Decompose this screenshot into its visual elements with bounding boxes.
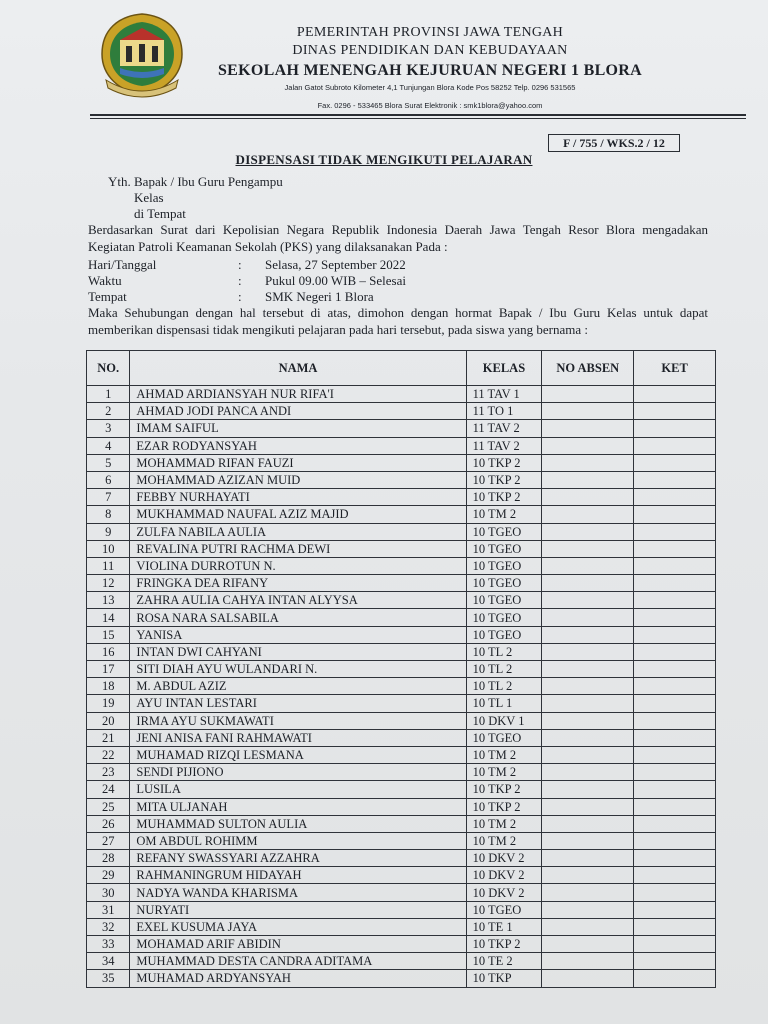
table-row	[87, 506, 716, 523]
cell-absen	[542, 832, 634, 849]
table-row	[87, 901, 716, 918]
cell-no: 21	[87, 729, 130, 746]
cell-no: 33	[87, 936, 130, 953]
table-row	[87, 832, 716, 849]
cell-ket	[634, 781, 716, 798]
cell-absen	[542, 643, 634, 660]
cell-kelas: 10 TE 2	[466, 953, 542, 970]
cell-absen	[542, 746, 634, 763]
cell-nama: AHMAD ARDIANSYAH NUR RIFA'I	[130, 386, 466, 403]
cell-no: 16	[87, 643, 130, 660]
cell-no: 26	[87, 815, 130, 832]
table-row	[87, 609, 716, 626]
cell-ket	[634, 884, 716, 901]
cell-no: 25	[87, 798, 130, 815]
cell-ket	[634, 867, 716, 884]
cell-ket	[634, 557, 716, 574]
cell-nama: EZAR RODYANSYAH	[130, 437, 466, 454]
table-row	[87, 403, 716, 420]
cell-ket	[634, 454, 716, 471]
cell-ket	[634, 506, 716, 523]
cell-kelas: 10 TM 2	[466, 746, 542, 763]
cell-kelas: 10 TL 1	[466, 695, 542, 712]
table-row	[87, 626, 716, 643]
detail-value: Pukul 09.00 WIB – Selesai	[265, 273, 406, 288]
cell-absen	[542, 884, 634, 901]
cell-kelas: 10 TL 2	[466, 678, 542, 695]
cell-kelas: 10 TKP	[466, 970, 542, 987]
table-row	[87, 386, 716, 403]
detail-separator: :	[238, 257, 242, 272]
column-header-absen: NO ABSEN	[542, 351, 634, 386]
cell-no: 29	[87, 867, 130, 884]
letterhead-contact: Fax. 0296 - 533465 Blora Surat Elektronik : smk1blora@yahoo.com	[317, 101, 543, 110]
cell-kelas: 11 TO 1	[466, 403, 542, 420]
cell-nama: MUHAMMAD SULTON AULIA	[130, 815, 466, 832]
cell-ket	[634, 643, 716, 660]
cell-nama: SITI DIAH AYU WULANDARI N.	[130, 661, 466, 678]
cell-kelas: 10 TKP 2	[466, 489, 542, 506]
cell-kelas: 11 TAV 2	[466, 420, 542, 437]
column-header-no: NO.	[87, 351, 130, 386]
cell-absen	[542, 970, 634, 987]
cell-no: 32	[87, 918, 130, 935]
table-row	[87, 764, 716, 781]
cell-nama: MOHAMAD ARIF ABIDIN	[130, 936, 466, 953]
cell-no: 3	[87, 420, 130, 437]
column-header-kelas: KELAS	[466, 351, 542, 386]
table-row	[87, 867, 716, 884]
letterhead-rule-thin	[90, 118, 746, 119]
cell-absen	[542, 626, 634, 643]
cell-nama: MOHAMMAD RIFAN FAUZI	[130, 454, 466, 471]
table-row	[87, 471, 716, 488]
detail-label: Tempat	[88, 289, 127, 304]
cell-no: 22	[87, 746, 130, 763]
table-row	[87, 592, 716, 609]
table-row	[87, 729, 716, 746]
cell-absen	[542, 454, 634, 471]
cell-absen	[542, 557, 634, 574]
cell-ket	[634, 386, 716, 403]
table-header-row	[87, 351, 716, 386]
coat-of-arms-logo	[96, 10, 188, 98]
table-row	[87, 643, 716, 660]
cell-absen	[542, 420, 634, 437]
cell-ket	[634, 815, 716, 832]
cell-ket	[634, 712, 716, 729]
intro-paragraph: Berdasarkan Surat dari Kepolisian Negara Republik Indonesia Daerah Jawa Tengah Resor Blora mengadakan Kegiatan Patroli Keamanan Sekolah (PKS) yang dilaksanakan Pada :	[88, 222, 708, 254]
cell-no: 27	[87, 832, 130, 849]
cell-ket	[634, 437, 716, 454]
cell-kelas: 10 TGEO	[466, 901, 542, 918]
letterhead-school: SEKOLAH MENENGAH KEJURUAN NEGERI 1 BLORA	[217, 62, 643, 79]
table-row	[87, 746, 716, 763]
cell-nama: NADYA WANDA KHARISMA	[130, 884, 466, 901]
detail-value: Selasa, 27 September 2022	[265, 257, 406, 272]
table-row	[87, 540, 716, 557]
student-table	[86, 350, 716, 988]
cell-ket	[634, 798, 716, 815]
cell-nama: YANISA	[130, 626, 466, 643]
addressee-line-3: di Tempat	[134, 206, 186, 221]
table-row	[87, 678, 716, 695]
cell-kelas: 10 TGEO	[466, 557, 542, 574]
table-row	[87, 918, 716, 935]
detail-separator: :	[238, 273, 242, 288]
table-row	[87, 850, 716, 867]
cell-nama: MUKHAMMAD NAUFAL AZIZ MAJID	[130, 506, 466, 523]
table-row	[87, 557, 716, 574]
cell-ket	[634, 403, 716, 420]
cell-no: 13	[87, 592, 130, 609]
cell-kelas: 10 DKV 2	[466, 850, 542, 867]
cell-nama: REVALINA PUTRI RACHMA DEWI	[130, 540, 466, 557]
cell-absen	[542, 592, 634, 609]
cell-ket	[634, 746, 716, 763]
cell-nama: EXEL KUSUMA JAYA	[130, 918, 466, 935]
table-row	[87, 953, 716, 970]
cell-ket	[634, 970, 716, 987]
cell-kelas: 10 TKP 2	[466, 936, 542, 953]
addressee-line-2: Kelas	[134, 190, 164, 205]
cell-kelas: 10 TL 2	[466, 661, 542, 678]
cell-nama: MITA ULJANAH	[130, 798, 466, 815]
detail-label: Hari/Tanggal	[88, 257, 157, 272]
cell-kelas: 10 DKV 2	[466, 867, 542, 884]
cell-absen	[542, 506, 634, 523]
cell-no: 35	[87, 970, 130, 987]
cell-kelas: 11 TAV 1	[466, 386, 542, 403]
cell-absen	[542, 489, 634, 506]
cell-absen	[542, 695, 634, 712]
letterhead-rule	[90, 114, 746, 116]
cell-no: 19	[87, 695, 130, 712]
cell-nama: VIOLINA DURROTUN N.	[130, 557, 466, 574]
cell-absen	[542, 729, 634, 746]
cell-no: 23	[87, 764, 130, 781]
table-row	[87, 437, 716, 454]
cell-no: 8	[87, 506, 130, 523]
cell-no: 15	[87, 626, 130, 643]
table-row	[87, 781, 716, 798]
table-row	[87, 489, 716, 506]
cell-absen	[542, 712, 634, 729]
table-row	[87, 661, 716, 678]
cell-ket	[634, 832, 716, 849]
cell-nama: ZAHRA AULIA CAHYA INTAN ALYYSA	[130, 592, 466, 609]
table-row	[87, 523, 716, 540]
cell-absen	[542, 918, 634, 935]
detail-separator: :	[238, 289, 242, 304]
cell-nama: AYU INTAN LESTARI	[130, 695, 466, 712]
cell-ket	[634, 609, 716, 626]
cell-kelas: 10 TKP 2	[466, 798, 542, 815]
letterhead-address: Jalan Gatot Subroto Kilometer 4,1 Tunjungan Blora Kode Pos 58252 Telp. 0296 531565	[284, 83, 576, 92]
detail-label: Waktu	[88, 273, 122, 288]
cell-ket	[634, 540, 716, 557]
cell-no: 14	[87, 609, 130, 626]
cell-nama: AHMAD JODI PANCA ANDI	[130, 403, 466, 420]
cell-kelas: 10 TL 2	[466, 643, 542, 660]
cell-no: 5	[87, 454, 130, 471]
document-code: F / 755 / WKS.2 / 12	[548, 134, 680, 152]
cell-absen	[542, 936, 634, 953]
document-title: DISPENSASI TIDAK MENGIKUTI PELAJARAN	[235, 152, 533, 167]
column-header-nama: NAMA	[130, 351, 466, 386]
cell-no: 17	[87, 661, 130, 678]
cell-absen	[542, 437, 634, 454]
cell-nama: REFANY SWASSYARI AZZAHRA	[130, 850, 466, 867]
cell-absen	[542, 850, 634, 867]
table-row	[87, 884, 716, 901]
letterhead-province: PEMERINTAH PROVINSI JAWA TENGAH	[296, 25, 564, 40]
addressee-line-1: Yth. Bapak / Ibu Guru Pengampu	[108, 174, 283, 189]
cell-ket	[634, 678, 716, 695]
cell-absen	[542, 798, 634, 815]
cell-ket	[634, 592, 716, 609]
cell-no: 12	[87, 575, 130, 592]
cell-nama: RAHMANINGRUM HIDAYAH	[130, 867, 466, 884]
cell-nama: OM ABDUL ROHIMM	[130, 832, 466, 849]
cell-ket	[634, 661, 716, 678]
cell-no: 28	[87, 850, 130, 867]
cell-kelas: 10 TGEO	[466, 575, 542, 592]
cell-ket	[634, 936, 716, 953]
request-paragraph: Maka Sehubungan dengan hal tersebut di atas, dimohon dengan hormat Bapak / Ibu Guru Kelas untuk dapat memberikan dispensasi tidak mengikuti pelajaran pada hari tersebut, pada siswa yang bernama :	[88, 305, 708, 337]
cell-no: 6	[87, 471, 130, 488]
cell-absen	[542, 815, 634, 832]
cell-absen	[542, 953, 634, 970]
cell-kelas: 10 TKP 2	[466, 454, 542, 471]
cell-absen	[542, 781, 634, 798]
table-row	[87, 936, 716, 953]
cell-nama: NURYATI	[130, 901, 466, 918]
cell-kelas: 10 DKV 1	[466, 712, 542, 729]
cell-ket	[634, 918, 716, 935]
cell-no: 9	[87, 523, 130, 540]
cell-nama: SENDI PIJIONO	[130, 764, 466, 781]
cell-kelas: 10 TGEO	[466, 540, 542, 557]
cell-nama: IRMA AYU SUKMAWATI	[130, 712, 466, 729]
cell-kelas: 10 TKP 2	[466, 471, 542, 488]
cell-no: 24	[87, 781, 130, 798]
cell-kelas: 10 TM 2	[466, 832, 542, 849]
letterhead-agency: DINAS PENDIDIKAN DAN KEBUDAYAAN	[292, 43, 568, 58]
cell-absen	[542, 523, 634, 540]
cell-kelas: 10 TKP 2	[466, 781, 542, 798]
cell-ket	[634, 489, 716, 506]
cell-kelas: 10 TGEO	[466, 592, 542, 609]
cell-no: 20	[87, 712, 130, 729]
table-row	[87, 575, 716, 592]
cell-absen	[542, 867, 634, 884]
table-body	[87, 386, 716, 988]
cell-nama: FEBBY NURHAYATI	[130, 489, 466, 506]
cell-nama: MUHAMAD RIZQI LESMANA	[130, 746, 466, 763]
cell-absen	[542, 471, 634, 488]
column-header-ket: KET	[634, 351, 716, 386]
cell-kelas: 10 TM 2	[466, 506, 542, 523]
cell-kelas: 10 TE 1	[466, 918, 542, 935]
cell-absen	[542, 764, 634, 781]
cell-nama: LUSILA	[130, 781, 466, 798]
cell-kelas: 10 TGEO	[466, 523, 542, 540]
cell-absen	[542, 386, 634, 403]
cell-ket	[634, 729, 716, 746]
cell-ket	[634, 575, 716, 592]
cell-no: 10	[87, 540, 130, 557]
cell-nama: M. ABDUL AZIZ	[130, 678, 466, 695]
table-row	[87, 695, 716, 712]
cell-nama: MUHAMAD ARDYANSYAH	[130, 970, 466, 987]
cell-kelas: 10 TGEO	[466, 609, 542, 626]
cell-ket	[634, 695, 716, 712]
cell-nama: INTAN DWI CAHYANI	[130, 643, 466, 660]
cell-kelas: 10 TM 2	[466, 764, 542, 781]
cell-nama: IMAM SAIFUL	[130, 420, 466, 437]
cell-nama: MOHAMMAD AZIZAN MUID	[130, 471, 466, 488]
cell-nama: MUHAMMAD DESTA CANDRA ADITAMA	[130, 953, 466, 970]
table-row	[87, 970, 716, 987]
cell-absen	[542, 661, 634, 678]
table-row	[87, 712, 716, 729]
cell-no: 1	[87, 386, 130, 403]
cell-nama: JENI ANISA FANI RAHMAWATI	[130, 729, 466, 746]
cell-absen	[542, 609, 634, 626]
cell-kelas: 11 TAV 2	[466, 437, 542, 454]
table-row	[87, 798, 716, 815]
cell-absen	[542, 540, 634, 557]
cell-absen	[542, 901, 634, 918]
cell-ket	[634, 850, 716, 867]
cell-ket	[634, 764, 716, 781]
cell-kelas: 10 TM 2	[466, 815, 542, 832]
cell-no: 11	[87, 557, 130, 574]
cell-no: 18	[87, 678, 130, 695]
cell-no: 30	[87, 884, 130, 901]
cell-kelas: 10 TGEO	[466, 729, 542, 746]
cell-ket	[634, 420, 716, 437]
cell-nama: FRINGKA DEA RIFANY	[130, 575, 466, 592]
cell-absen	[542, 575, 634, 592]
cell-ket	[634, 471, 716, 488]
cell-ket	[634, 953, 716, 970]
cell-no: 4	[87, 437, 130, 454]
cell-no: 31	[87, 901, 130, 918]
cell-ket	[634, 901, 716, 918]
cell-no: 2	[87, 403, 130, 420]
cell-nama: ROSA NARA SALSABILA	[130, 609, 466, 626]
cell-absen	[542, 403, 634, 420]
cell-no: 7	[87, 489, 130, 506]
cell-absen	[542, 678, 634, 695]
letterhead	[190, 24, 670, 112]
table-row	[87, 815, 716, 832]
cell-ket	[634, 626, 716, 643]
cell-ket	[634, 523, 716, 540]
cell-kelas: 10 DKV 2	[466, 884, 542, 901]
detail-value: SMK Negeri 1 Blora	[265, 289, 374, 304]
table-row	[87, 454, 716, 471]
table-row	[87, 420, 716, 437]
cell-no: 34	[87, 953, 130, 970]
cell-kelas: 10 TGEO	[466, 626, 542, 643]
cell-nama: ZULFA NABILA AULIA	[130, 523, 466, 540]
